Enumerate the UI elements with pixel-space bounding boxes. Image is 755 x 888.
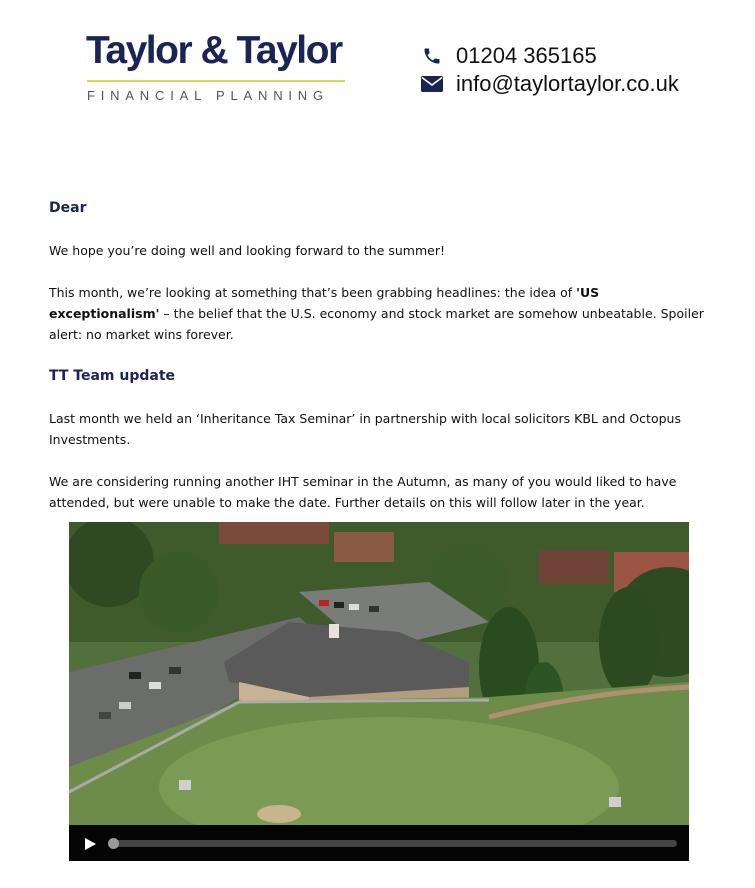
- email-address[interactable]: info@taylortaylor.co.uk: [456, 71, 679, 96]
- envelope-icon: [420, 72, 444, 96]
- video-player[interactable]: [69, 522, 689, 861]
- phone-row[interactable]: [420, 42, 720, 70]
- section-heading: TT Team update: [49, 368, 176, 384]
- email-header: [0, 0, 755, 130]
- logo-wordmark: Taylor & Taylor: [86, 29, 342, 72]
- play-icon[interactable]: [83, 836, 97, 850]
- greeting: Dear: [49, 200, 87, 216]
- email-row[interactable]: [420, 70, 720, 98]
- logo-divider: [87, 80, 345, 82]
- highlight-term: 'US exceptionalism': [49, 285, 600, 321]
- company-logo[interactable]: [86, 28, 348, 108]
- autumn-seminar-paragraph: We are considering running another IHT seminar in the Autumn, as many of you would liked to have attended, but were unable to make the date. Further details on this will follow later in the year.: [49, 474, 677, 510]
- video-progress-bar[interactable]: [110, 840, 677, 847]
- phone-icon: [420, 44, 444, 68]
- paragraph-text-end: – the belief that the U.S. economy and stock market are somehow unbeatable. Spoiler alert: no market wins forever.: [49, 306, 704, 342]
- video-scrubber-handle[interactable]: [108, 838, 119, 849]
- email-body: [49, 190, 709, 513]
- exceptionalism-paragraph: [49, 282, 709, 345]
- logo-tagline: FINANCIAL PLANNING: [87, 88, 329, 103]
- seminar-paragraph: Last month we held an ‘Inheritance Tax Seminar’ in partnership with local solicitors KBL and Octopus Investments.: [49, 411, 681, 447]
- video-frame: [69, 522, 689, 861]
- paragraph-text-start: This month, we’re looking at something that’s been grabbing headlines: the idea of: [49, 285, 577, 300]
- intro-paragraph: We hope you’re doing well and looking forward to the summer!: [49, 243, 445, 258]
- video-controls: [69, 825, 689, 861]
- phone-number[interactable]: 01204 365165: [456, 43, 597, 68]
- contact-details: [420, 42, 720, 98]
